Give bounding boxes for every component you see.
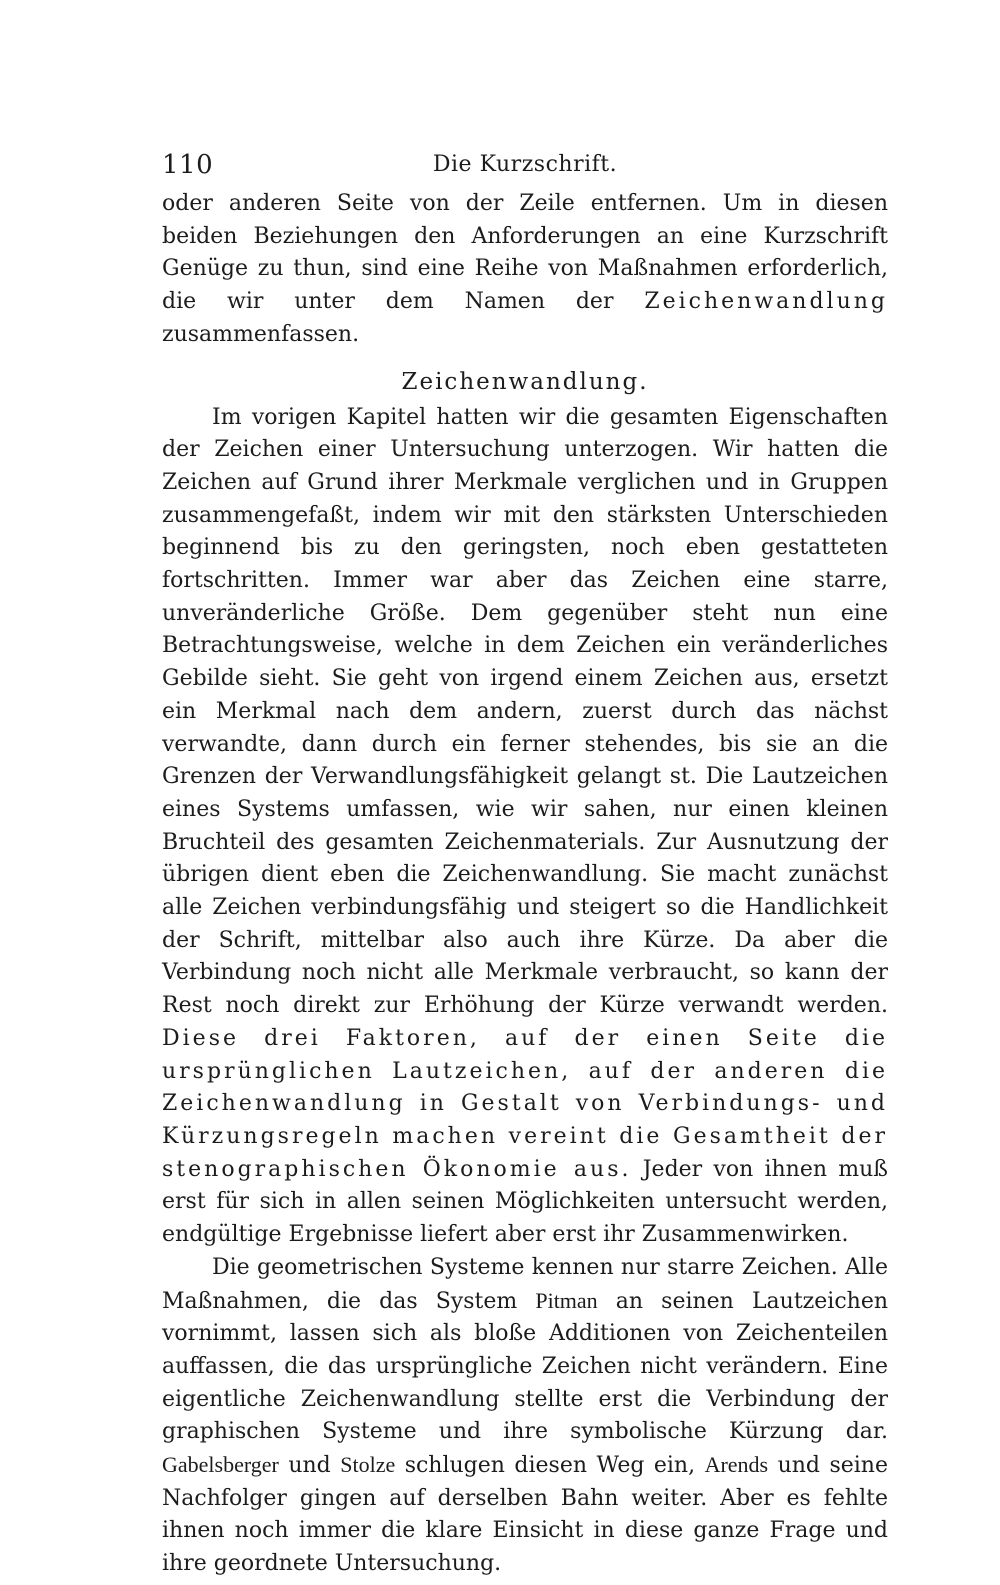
paragraph-continuation [162,188,888,352]
paragraph-text: schlugen diesen Weg ein, [395,1453,705,1479]
emphasized-sentence: Diese drei Faktoren, auf der einen Seite die ursprünglichen Lautzeichen, auf der anderen die Zeichenwandlung in Gestalt von Verbindungs- und Kürzungsregeln machen vereint die Gesamtheit der stenographischen Ökonomie aus. [162,1025,888,1182]
page-header [162,148,888,188]
name-gabelsberger: Gabelsberger [162,1452,279,1478]
name-pitman: Pitman [535,1287,598,1313]
name-stolze: Stolze [340,1452,396,1478]
book-page [162,148,888,1581]
paragraph-text: an seinen Lautzeichen vornimmt, lassen sich als bloße Additionen von Zeichenteilen auffassen, die das ursprüngliche Zeichen nicht verändern. Eine eigentliche Zeichenwandlung stellte erst die Verbindung der graphischen Systeme und ihre symbolische Kürzung dar. [162,1288,889,1445]
paragraph-text: oder anderen Seite von der Zeile entfernen. Um in diesen beiden Beziehungen den Anforderungen an eine Kurzschrift Genüge zu thun, sind eine Reihe von Maßnahmen erforderlich, die wir unter dem Namen der [162,191,888,315]
paragraph-text: Im vorigen Kapitel hatten wir die gesamten Eigenschaften der Zeichen einer Untersuchung unterzogen. Wir hatten die Zeichen auf Grund ihrer Merkmale verglichen und in Gruppen zusammengefaßt, indem wir mit den stärksten Unterschieden beginnend bis zu den geringsten, noch eben gestatteten fortschritten. Immer war aber das Zeichen eine starre, unveränderliche Größe. Dem gegenüber steht nun eine Betrachtungsweise, welche in dem Zeichen ein veränderliches Gebilde sieht. Sie geht von irgend einem Zeichen aus, ersetzt ein Merkmal nach dem andern, zuerst durch das nächst verwandte, dann durch ein ferner stehendes, bis sie an die Grenzen der Verwandlungsfähigkeit gelangt st. Die Lautzeichen eines Systems umfassen, wie wir sahen, nur einen kleinen Bruchteil des gesamten Zeichenmaterials. Zur Ausnutzung der übrigen dient eben die Zeichenwandlung. Sie macht zunächst alle Zeichen verbindungsfähig und steigert so die Handlichkeit der Schrift, mittelbar also auch ihre Kürze. Da aber die Verbindung noch nicht alle Merkmale verbraucht, so kann der Rest noch direkt zur Erhöhung der Kürze verwandt werden. [162,404,888,1019]
paragraph-2 [162,1252,888,1581]
page-number: 110 [162,150,214,180]
emphasized-term: Zeichenwandlung [644,289,888,315]
running-title: Die Kurzschrift. [432,152,618,177]
section-heading: Zeichenwandlung. [401,368,649,395]
paragraph-text: und seine Nachfolger gingen auf derselben Bahn weiter. Aber es fehlte ihnen noch immer die klare Einsicht in diese ganze Frage und ihre geordnete Untersuchung. [162,1453,888,1577]
paragraph-text: und [278,1453,341,1479]
paragraph-text: zusammenfassen. [162,321,360,347]
name-arends: Arends [704,1452,769,1478]
paragraph-1 [162,402,888,1252]
paragraph-text: Die geometrischen Systeme kennen nur starre Zeichen. Alle Maßnahmen, die das System [162,1254,888,1314]
paragraph-text: Jeder von ihnen muß erst für sich in allen seinen Möglichkeiten untersucht werden, endgültige Ergebnisse liefert aber erst ihr Zusammenwirken. [162,1156,888,1248]
